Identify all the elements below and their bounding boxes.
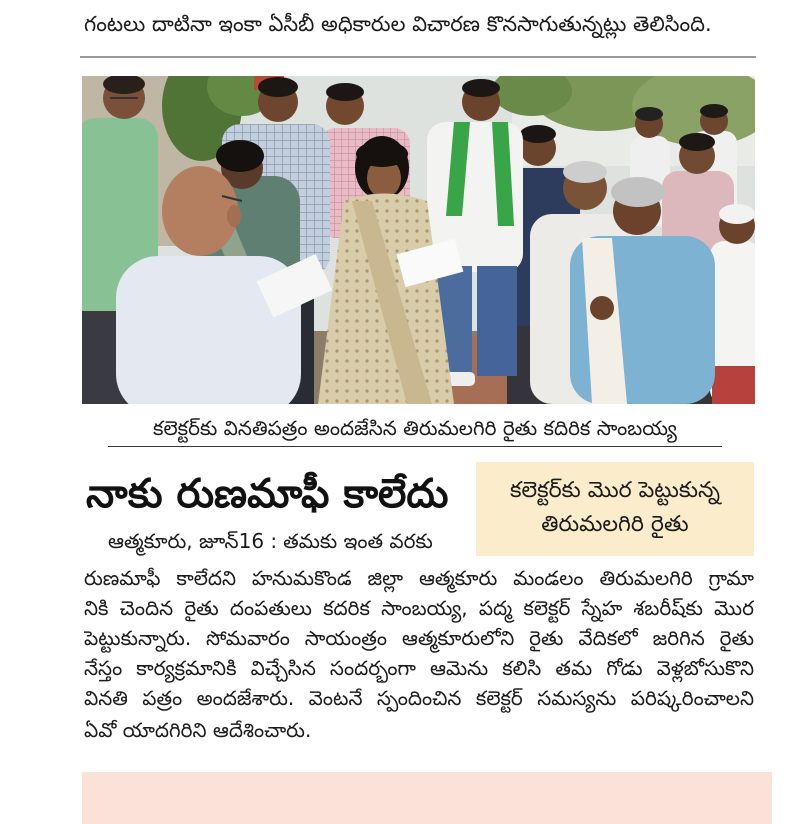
body-line: నేస్తం కార్యక్రమానికి విచ్చేసిన సందర్భంగా ఆమెను కలిసి తమ గోడు వెళ్లబోసుకొని <box>84 656 754 680</box>
article-headline: నాకు రుణమాఫీ కాలేదు <box>86 471 449 517</box>
news-photo <box>82 76 755 404</box>
body-line: ఏవో యాదగిరిని ఆదేశించారు. <box>84 718 312 742</box>
body-line: వినతి పత్రం అందజేశారు. వెంటనే స్పందించిన కలెక్టర్ సమస్యను పరిష్కరించాలని <box>84 686 754 710</box>
kicker-line: తిరుమలగిరి రైతు <box>541 512 689 537</box>
news-photo-illustration <box>82 76 755 404</box>
article-kicker-box <box>476 462 754 556</box>
photo-caption: కలెక్టర్‌కు వినతిపత్రం అందజేసిన తిరుమలగిరి రైతు కదిరిక సాంబయ్య <box>108 410 722 447</box>
previous-article-last-line: గంటలు దాటినా ఇంకా ఏసీబీ అధికారుల విచారణ కొనసాగుతున్నట్లు తెలిసింది. <box>84 12 712 36</box>
dateline: ఆత్మకూరు, జూన్16 : <box>108 529 278 553</box>
dateline-row <box>108 526 468 556</box>
section-divider <box>80 56 756 58</box>
kicker-line: కలెక్టర్‌కు మొర పెట్టుకున్న <box>510 478 720 503</box>
body-line: నికి చెందిన రైతు దంపతులు కదరిక సాంబయ్య, పద్మ కలెక్టర్ స్నేహ శబరీష్‌కు మొర <box>84 596 754 620</box>
body-line: పెట్టుకున్నారు. సోమవారం సాయంత్రం ఆత్మకూరులోని రైతు వేదికలో జరిగిన రైతు <box>84 626 754 650</box>
body-line: రుణమాఫీ కాలేదని హనుమకొండ జిల్లా ఆత్మకూరు మండలం తిరుమలగిరి గ్రామా <box>84 566 754 590</box>
next-article-headline-box <box>82 772 772 824</box>
body-line: తమకు ఇంత వరకు <box>283 529 433 553</box>
